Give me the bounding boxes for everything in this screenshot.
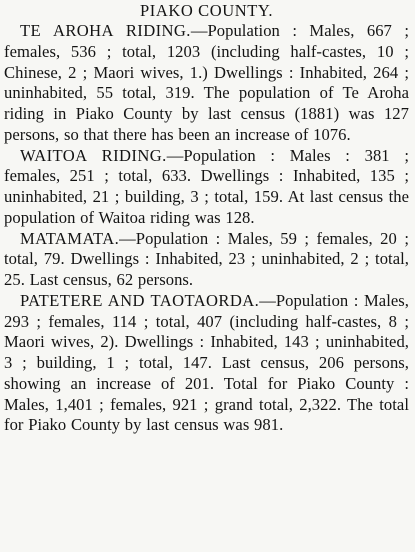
paragraph-patetere-and-taotaorda (4, 291, 409, 436)
section-lead-te-aroha-riding: TE AROHA RIDING. (20, 21, 191, 40)
paragraph-matamata (4, 229, 409, 291)
paragraph-text-waitoa-riding: —Population : Males : 381 ; females, 251 ; total, 633. Dwellings : Inhabited, 135 ; uninhabited, 21 ; building, 3 ; total, 159. At last census the population of Waitoa riding was 128. (4, 145, 410, 227)
paragraph-waitoa-riding (4, 146, 409, 229)
paragraph-text-patetere-and-taotaorda: —Population : Males, 293 ; females, 114 ; total, 407 (including half-castes, 8 ; Maori wives, 2). Dwellings : Inhabited, 143 ; uninhabited, 3 ; building, 1 ; total, 147. Last census, 206 persons, showing an increase of 201. Total for Piako County : Males, 1,401 ; females, 921 ; grand total, 2,322. The total for Piako County by last census was 981. (4, 290, 409, 435)
article-heading: PIAKO COUNTY. (139, 1, 274, 20)
section-lead-patetere-and-taotaorda: PATETERE AND TAOTAORDA. (20, 290, 260, 310)
section-lead-matamata: MATAMATA. (20, 228, 120, 248)
paragraph-text-te-aroha-riding: —Population : Males, 667 ; females, 536 ; total, 1203 (including half-castes, 10 ; Chinese, 2 ; Maori wives, 1.) Dwellings : Inhabited, 264 ; uninhabited, 55 total, 319. The population of Te Aroha riding in Piako County by last census (1881) was 127 persons, so that there has been an increase of 1076. (4, 21, 410, 144)
paragraph-text-matamata: —Population : Males, 59 ; females, 20 ; total, 79. Dwellings : Inhabited, 23 ; uninhabited, 2 ; total, 25. Last census, 62 persons. (4, 228, 409, 289)
section-lead-waitoa-riding: WAITOA RIDING. (20, 145, 167, 165)
paragraph-te-aroha-riding (4, 21, 409, 146)
